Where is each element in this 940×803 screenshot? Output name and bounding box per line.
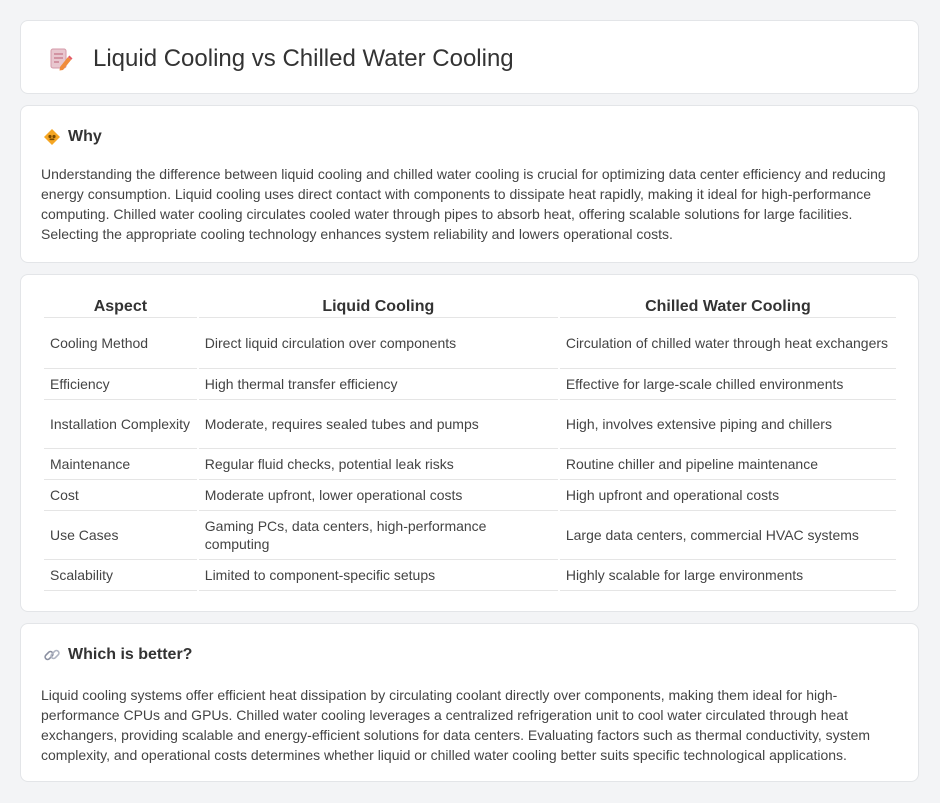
table-header-row [44, 296, 896, 318]
page-title: Liquid Cooling vs Chilled Water Cooling [93, 45, 514, 72]
table-row [44, 480, 896, 511]
cell-aspect: Scalability [44, 560, 197, 591]
cell-liquid: Direct liquid circulation over components [199, 318, 558, 369]
cell-chilled: High upfront and operational costs [560, 480, 896, 511]
cell-liquid: Moderate, requires sealed tubes and pumps [199, 400, 558, 449]
which-is-better-section [20, 623, 919, 782]
title-row [47, 45, 514, 73]
table-row [44, 449, 896, 480]
table-row [44, 400, 896, 449]
cell-chilled: Large data centers, commercial HVAC systems [560, 511, 896, 560]
cell-liquid: Regular fluid checks, potential leak risks [199, 449, 558, 480]
cell-chilled: Highly scalable for large environments [560, 560, 896, 591]
why-title: Why [68, 128, 102, 145]
comparison-section [20, 274, 919, 612]
cell-liquid: Gaming PCs, data centers, high-performance computing [199, 511, 558, 560]
better-body: Liquid cooling systems offer efficient heat dissipation by circulating coolant directly over components, making them ideal for high-performance CPUs and GPUs. Chilled water cooling leverages a centralized refrigeration unit to cool water circulated through heat exchangers, providing scalable and energy-efficient solutions for data centers. Evaluating factors such as thermal conductivity, system complexity, and operational costs determines whether liquid or chilled water cooling better suits specific technological applications. [41, 687, 871, 763]
title-card [20, 20, 919, 94]
cell-liquid: Moderate upfront, lower operational costs [199, 480, 558, 511]
better-section-header [43, 646, 192, 664]
cell-chilled: Routine chiller and pipeline maintenance [560, 449, 896, 480]
why-section [20, 105, 919, 263]
cell-aspect: Efficiency [44, 369, 197, 400]
cell-aspect: Installation Complexity [44, 400, 197, 449]
cell-chilled: Effective for large-scale chilled environments [560, 369, 896, 400]
comparison-table [42, 296, 898, 591]
table-row [44, 318, 896, 369]
diamond-bulb-icon [43, 128, 61, 146]
cell-chilled: Circulation of chilled water through heat exchangers [560, 318, 896, 369]
cell-aspect: Cooling Method [44, 318, 197, 369]
cell-aspect: Cost [44, 480, 197, 511]
table-row [44, 511, 896, 560]
cell-liquid: Limited to component-specific setups [199, 560, 558, 591]
header-chilled-water-cooling: Chilled Water Cooling [560, 296, 896, 318]
table-row [44, 369, 896, 400]
cell-chilled: High, involves extensive piping and chillers [560, 400, 896, 449]
cell-aspect: Use Cases [44, 511, 197, 560]
link-icon [43, 646, 61, 664]
document-pencil-icon [47, 46, 73, 72]
cell-aspect: Maintenance [44, 449, 197, 480]
table-row [44, 560, 896, 591]
better-title: Which is better? [68, 646, 193, 663]
header-liquid-cooling: Liquid Cooling [199, 296, 558, 318]
why-body: Understanding the difference between liquid cooling and chilled water cooling is crucial for optimizing data center efficiency and reducing energy consumption. Liquid cooling uses direct contact with components to dissipate heat rapidly, making it ideal for high-performance computing. Chilled water cooling circulates cooled water through pipes to absorb heat, offering scalable solutions for large facilities. Selecting the appropriate cooling technology enhances system reliability and lowers operational costs. [41, 166, 886, 242]
cell-liquid: High thermal transfer efficiency [199, 369, 558, 400]
why-section-header [43, 128, 102, 146]
header-aspect: Aspect [44, 296, 197, 318]
